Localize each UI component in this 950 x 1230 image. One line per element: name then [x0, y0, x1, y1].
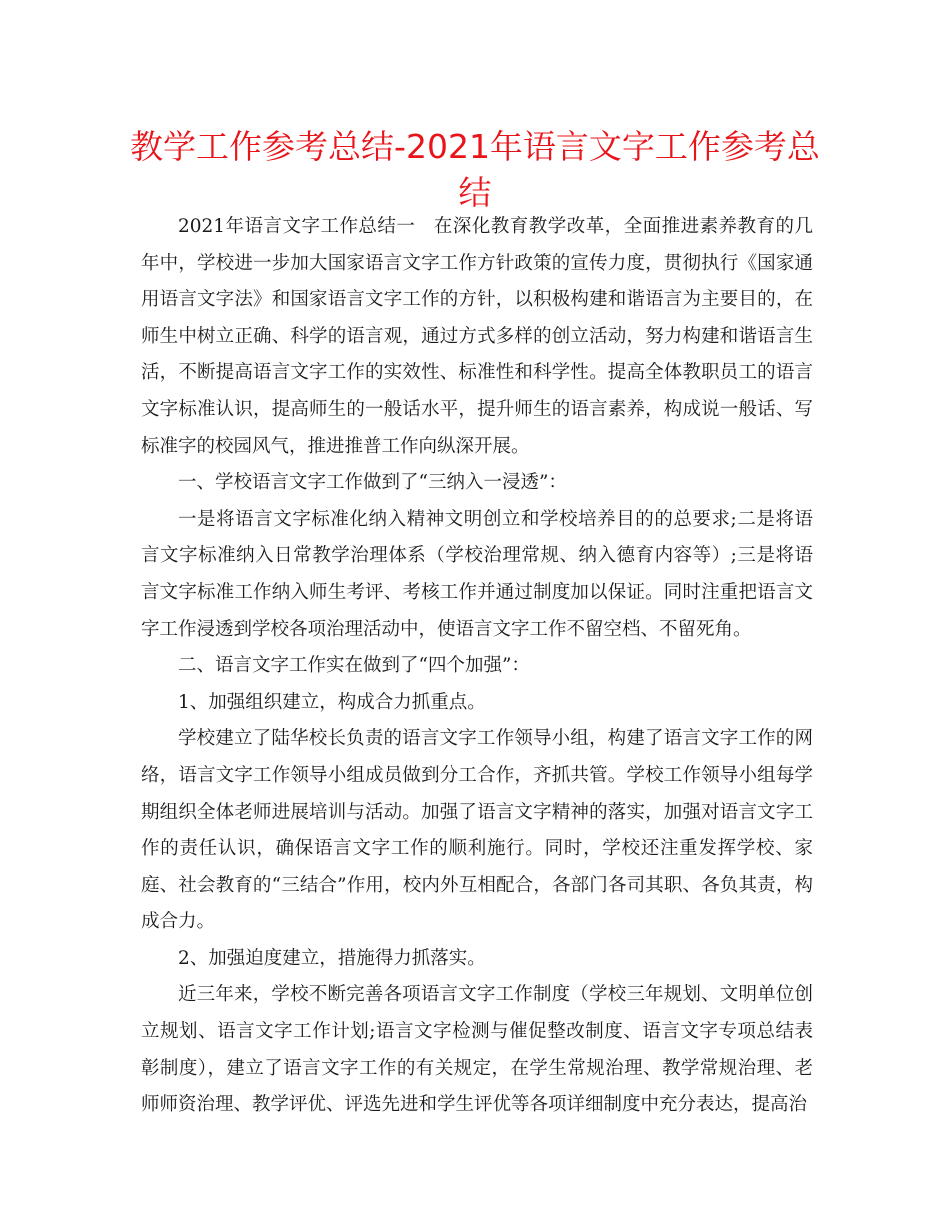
paragraph-2: 一、学校语言文字工作做到了“三纳入一浸透”：: [178, 472, 567, 494]
paragraph-1: [141, 209, 813, 465]
paragraph-text: 在深化教育教学改革，全面推进素养教育的几年中，学校进一步加大国家语言文字工作方针政策的宣传力度，贯彻执行《国家通用语言文字法》和国家语言文字工作的方针，以积极构建和谐语言为主要目的，在师生中树立正确、科学的语言观，通过方式多样的创立活动，努力构建和谐语言生活，不断提高语言文字工作的实效性、标准性和科学性。提高全体教职员工的语言文字标准认识，提高师生的一般话水平，提升师生的语言素养，构成说一般话、写标准字的校园风气，推进推普工作向纵深开展。: [141, 216, 813, 457]
document-title: 教学工作参考总结-2021年语言文字工作参考总结: [130, 127, 820, 212]
paragraph-3: 一是将语言文字标准化纳入精神文明创立和学校培养目的的总要求;二是将语言文字标准纳入日常教学治理体系（学校治理常规、纳入德育内容等）;三是将语言文字标准工作纳入师生考评、考核工作并通过制度加以保证。同时注重把语言文字工作浸透到学校各项治理活动中，使语言文字工作不留空档、不留死角。: [141, 508, 813, 640]
paragraph-7: 2、加强迫度建立，措施得力抓落实。: [178, 947, 486, 969]
document-body: [141, 209, 813, 1124]
paragraph-lead: 2021年语言文字工作总结一: [178, 216, 416, 237]
paragraph-8: 近三年来，学校不断完善各项语言文字工作制度（学校三年规划、文明单位创立规划、语言文字工作计划;语言文字检测与催促整改制度、语言文字专项总结表彰制度），建立了语言文字工作的有关规定，在学生常规治理、教学常规治理、老师师资治理、教学评优、评选先进和学生评优等各项详细制度中充分表达，提高治: [141, 984, 813, 1116]
paragraph-4: 二、语言文字工作实在做到了“四个加强”：: [178, 655, 530, 677]
paragraph-6: 学校建立了陆华校长负责的语言文字工作领导小组，构建了语言文字工作的网络，语言文字工作领导小组成员做到分工合作，齐抓共管。学校工作领导小组每学期组织全体老师进展培训与活动。加强了语言文字精神的落实，加强对语言文字工作的责任认识，确保语言文字工作的顺利施行。同时，学校还注重发挥学校、家庭、社会教育的“三结合”作用，校内外互相配合，各部门各司其职、各负其责，构成合力。: [141, 728, 813, 933]
paragraph-5: 1、加强组织建立，构成合力抓重点。: [178, 691, 486, 713]
